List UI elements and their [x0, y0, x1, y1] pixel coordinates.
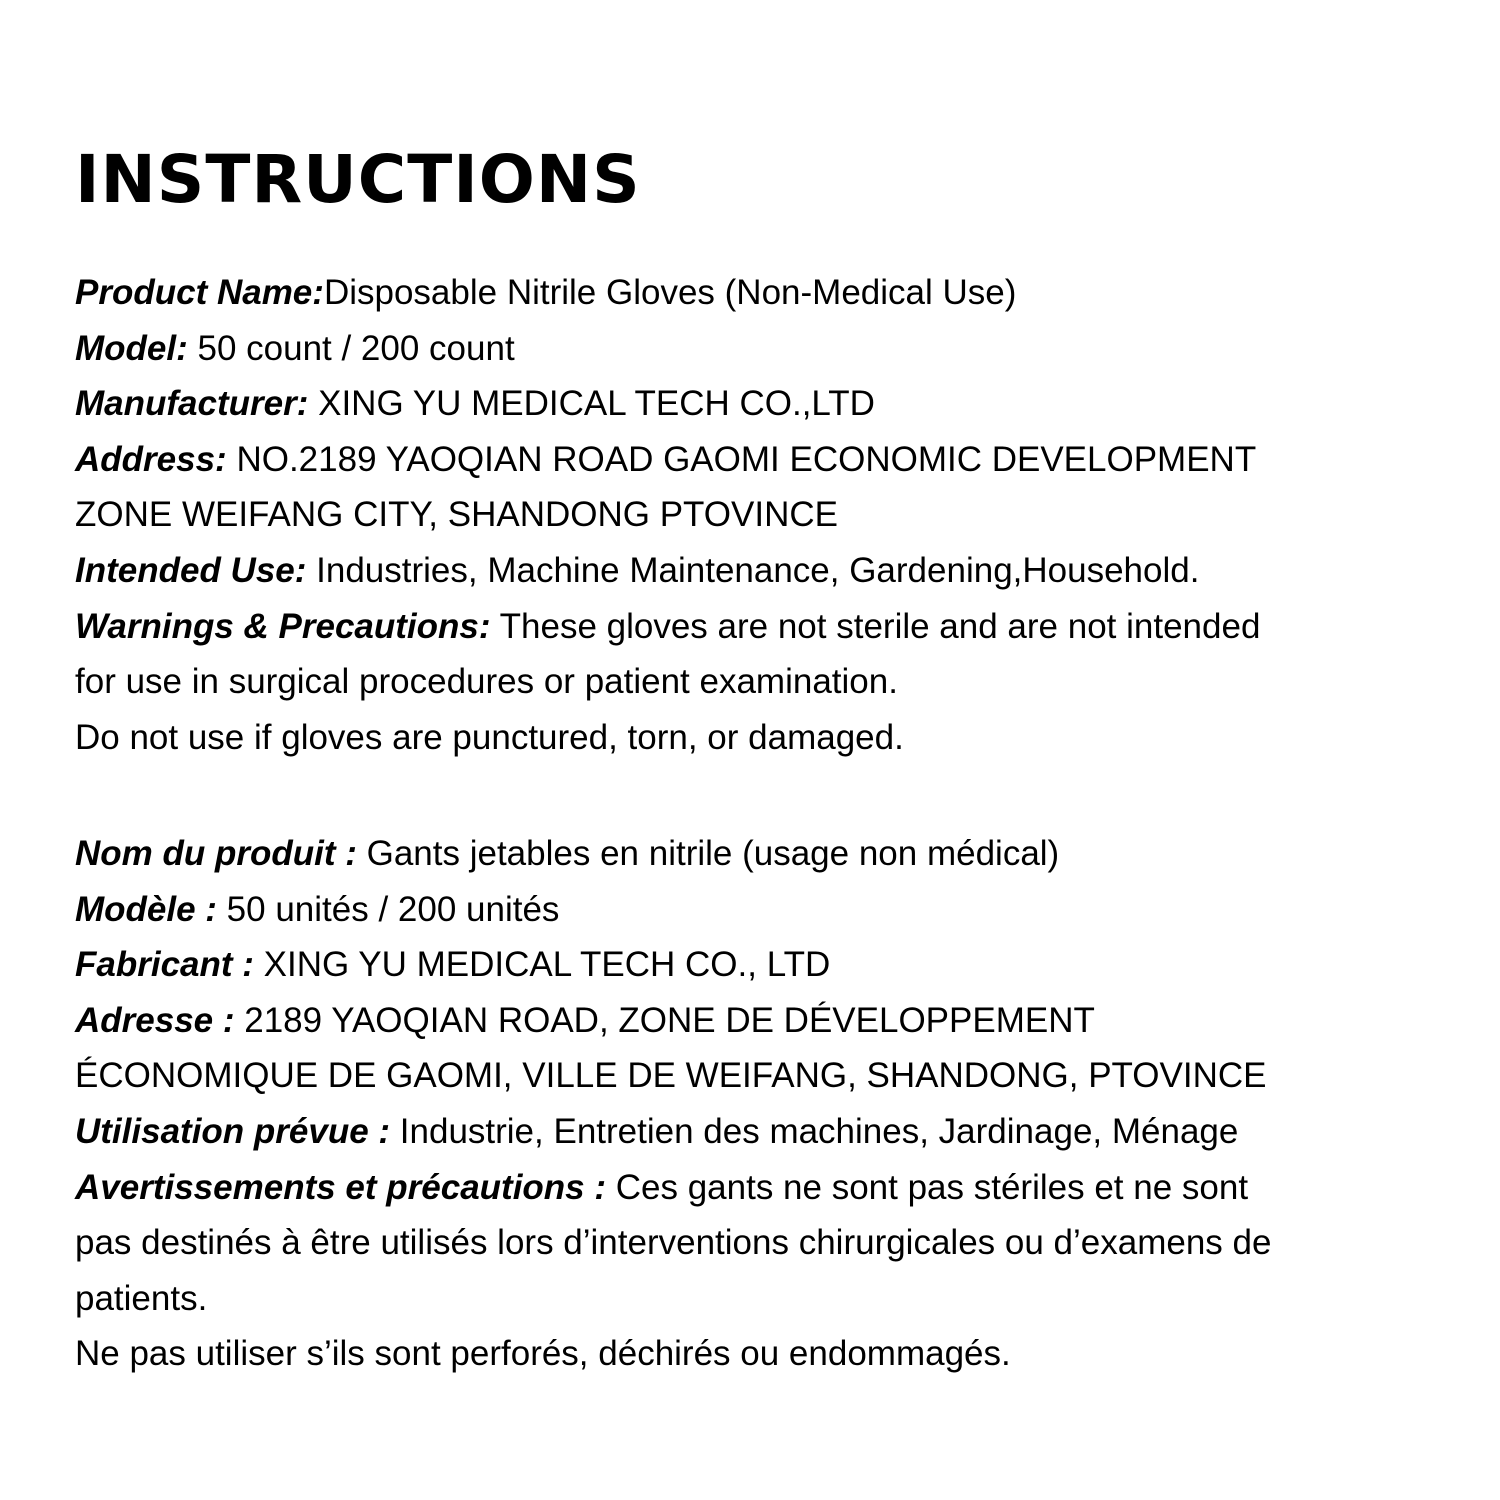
intended-use-value: Industries, Machine Maintenance, Gardening,Household.	[306, 550, 1200, 590]
warnings-label: Warnings & Precautions:	[75, 606, 491, 646]
adresse-label: Adresse :	[75, 1000, 235, 1040]
english-instructions	[75, 265, 1435, 765]
address-label: Address:	[75, 439, 227, 479]
model-row	[75, 321, 1435, 377]
intended-use-row	[75, 543, 1435, 599]
nom-du-produit-row	[75, 826, 1435, 882]
product-name-value: Disposable Nitrile Gloves (Non-Medical Use)	[323, 273, 1017, 312]
address-row	[75, 432, 1435, 488]
address-value-line2: ZONE WEIFANG CITY, SHANDONG PTOVINCE	[75, 495, 838, 535]
warnings-value-line1: These gloves are not sterile and are not intended	[490, 606, 1261, 646]
model-value: 50 count / 200 count	[187, 328, 515, 368]
manufacturer-value: XING YU MEDICAL TECH CO.,LTD	[308, 384, 875, 424]
product-name-label: Product Name:	[75, 273, 324, 312]
page-title: INSTRUCTIONS	[75, 141, 641, 218]
avertissements-label: Avertissements et précautions :	[75, 1167, 607, 1207]
intended-use-label: Intended Use:	[75, 550, 307, 590]
warnings-value-line3: Do not use if gloves are punctured, torn, or damaged.	[75, 717, 904, 757]
modele-row	[75, 882, 1435, 938]
fabricant-row	[75, 937, 1435, 993]
utilisation-prevue-row	[75, 1104, 1435, 1160]
french-instructions	[75, 826, 1435, 1382]
nom-du-produit-value: Gants jetables en nitrile (usage non médical)	[356, 834, 1060, 873]
fabricant-value: XING YU MEDICAL TECH CO., LTD	[253, 945, 831, 985]
model-label: Model:	[75, 328, 188, 368]
avertissements-value-line1: Ces gants ne sont pas stériles et ne sont	[606, 1167, 1249, 1207]
avertissements-value-line2: pas destinés à être utilisés lors d’interventions chirurgicales ou d’examens de	[75, 1223, 1272, 1263]
utilisation-prevue-value: Industrie, Entretien des machines, Jardinage, Ménage	[390, 1111, 1239, 1151]
warnings-row	[75, 599, 1435, 655]
nom-du-produit-label: Nom du produit :	[75, 834, 357, 873]
avertissements-row	[75, 1160, 1435, 1216]
avertissements-value-line3: patients.	[75, 1278, 208, 1318]
adresse-row	[75, 993, 1435, 1049]
avertissements-value-line4: Ne pas utiliser s’ils sont perforés, déchirés ou endommagés.	[75, 1334, 1011, 1374]
modele-value: 50 unités / 200 unités	[216, 889, 560, 929]
warnings-value-line2: for use in surgical procedures or patient examination.	[75, 662, 898, 702]
manufacturer-label: Manufacturer:	[75, 384, 309, 424]
product-name-row	[75, 265, 1435, 321]
adresse-value-line1: 2189 YAOQIAN ROAD, ZONE DE DÉVELOPPEMENT	[234, 1000, 1095, 1040]
address-value-line1: NO.2189 YAOQIAN ROAD GAOMI ECONOMIC DEVELOPMENT	[226, 439, 1257, 479]
utilisation-prevue-label: Utilisation prévue :	[75, 1111, 391, 1151]
manufacturer-row	[75, 376, 1435, 432]
adresse-value-line2: ÉCONOMIQUE DE GAOMI, VILLE DE WEIFANG, SHANDONG, PTOVINCE	[75, 1056, 1267, 1096]
modele-label: Modèle :	[75, 889, 217, 929]
fabricant-label: Fabricant :	[75, 945, 254, 985]
